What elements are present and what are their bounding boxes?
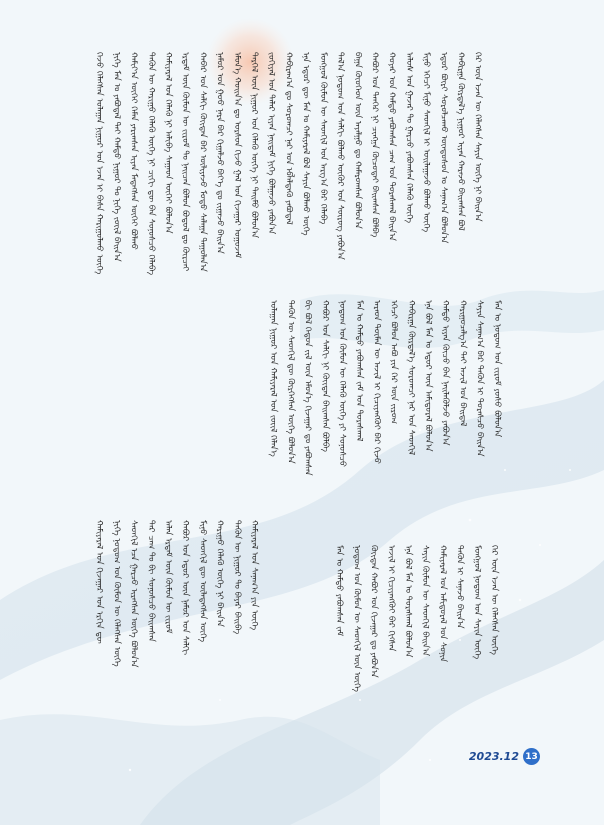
text-line: ᠬᠠᠷᠢᠭᠤᠴᠠᠯᠭ᠎ᠠ ᠲᠠᠢ ᠠᠵᠢᠯ ᠤᠨ ᠪᠠᠢᠳᠠᠯ [457, 300, 468, 427]
text-line: ᠰᠠᠶᠢᠨ ᠰᠠᠨᠠᠭ᠎ᠠ ᠪᠠᠷ ᠲᠡᠭᠦᠨ ᠢ ᠳᠤᠷᠠᠰᠴᠤ ᠪᠠᠢᠨ᠎ᠠ [474, 300, 485, 457]
text-line: ᠬᠠᠪᠤᠷ ᠤᠨ ᠡᠳᠦᠷ ᠦᠨ ᠨᠠᠮᠤᠷ ᠤᠨ ᠰᠠᠯᠬᠢ [180, 520, 191, 656]
text-line: ᠡᠨᠡ ᠪᠣᠯ ᠮᠠᠨ ᠤ ᠳᠤᠷᠠᠰᠬᠠᠯ ᠪᠣᠯᠤᠨ᠎ᠠ [403, 545, 414, 658]
issue-date: 2023.12 [468, 750, 519, 763]
text-line: ᠮᠠᠨ ᠤ ᠬᠠᠮᠲᠤ ᠶᠠᠪᠤᠭᠰᠠᠨ ᠵᠠᠮ [334, 545, 345, 637]
text-line: ᠡᠨᠡ ᠪᠣᠯ ᠮᠠᠨ ᠤ ᠡᠳᠦᠷ ᠦᠨ ᠠᠮᠢᠳᠤᠷᠠᠯ ᠪᠣᠯᠤᠨ᠎ᠠ [423, 300, 434, 452]
text-line: ᠬᠠᠪᠠᠷ ᠤᠨ ᠰᠠᠯᠬᠢ ᠬᠦᠢᠲᠡᠨ ᠪᠡᠷ ᠦᠯᠢᠶᠡᠵᠦ ᠮᠣᠳᠤ ᠰᠠᠯᠠᠭᠠ ᠳᠠᠭᠤᠯᠠᠨ᠎ᠠ [197, 52, 208, 272]
text-line: ᠭᠡᠵᠦ ᠬᠡᠯᠡᠭᠰᠡᠨ ᠤᠯᠠᠭᠠᠨ ᠨᠢᠭᠤᠷ ᠤᠨ ᠡᠵᠡᠨ ᠢ ᠪᠠᠰᠠ ᠬᠠᠷᠢᠭᠤᠯᠬᠤ ᠦᠭᠡ [94, 52, 105, 275]
page-folio [469, 748, 540, 765]
text-line: ᠤᠯᠠᠭᠠᠨ ᠨᠢᠭᠤᠷ ᠤᠨ ᠬᠠᠮᠢᠶᠠᠷᠠᠯ ᠤᠨ ᠵᠦᠢᠯ ᠬᠡᠯᠡᠨ᠎ᠡ [268, 300, 279, 457]
text-line: ᠠᠯᠠᠨ ᠡᠷᠳᠡᠮ ᠦᠨ ᠬᠦᠮᠦᠨ ᠦ ᠵᠢᠷᠤᠮ [163, 520, 174, 634]
text-line: ᠬᠦᠢᠲᠡᠨ ᠬᠠᠪᠤᠷ ᠤᠨ ᠬᠢᠵᠠᠭᠠᠷ ᠳᠤ ᠶᠠᠪᠤᠨ᠎ᠠ [368, 545, 379, 678]
text-line: ᠬᠠᠮᠲᠤ ᠢᠶᠠᠨ ᠬᠦᠴᠦ ᠪᠡᠨ ᠨᠡᠢᠯᠡᠭᠦᠯᠵᠦ ᠶᠠᠪᠤᠨ᠎ᠠ [440, 300, 451, 446]
text-line: ᠬᠠᠪᠢᠷᠠᠭ᠎ᠠ ᠳᠤ ᠰᠤᠷᠤᠭᠴᠢ ᠨᠠᠷ ᠤᠨ ᠡᠪᠯᠡᠯᠳᠡᠬᠦ ᠶᠠᠪᠤᠳᠠᠯ [283, 52, 294, 225]
text-line: ᠰᠡᠳᠬᠢᠯ ᠡᠴᠡ ᠭᠠᠷᠴᠤ ᠢᠷᠡᠭᠰᠡᠨ ᠦᠭᠡ ᠪᠣᠯᠤᠨ᠎ᠠ [128, 520, 139, 668]
text-line: ᠡᠨᠡ ᠡᠳᠦᠷ ᠳᠦ ᠮᠠᠨ ᠤ ᠬᠠᠮᠢᠶᠠᠷᠠᠯ ᠪᠣᠯ ᠰᠠᠶᠢᠨ ᠪᠣᠯᠬᠤ ᠦᠭᠡ [300, 52, 311, 236]
text-column-lower-left [90, 520, 290, 770]
text-line: ᠬᠠᠪᠢᠷᠭᠠ ᠬᠦᠷᠲᠡᠯ᠎ᠡ ᠰᠤᠷᠤᠭᠴᠢ ᠨᠠᠷ ᠤᠨ ᠰᠡᠳᠬᠢᠯ [405, 300, 416, 456]
text-line: ᠰᠠᠶᠢᠨ ᠬᠦᠮᠦᠨ ᠦ ᠰᠡᠳᠬᠢᠯ ᠪᠠᠢᠨ᠎ᠠ [420, 545, 431, 657]
text-line: ᠲᠠᠯ᠎ᠠ ᠨᠤᠲᠤᠭ ᠤᠨ ᠰᠠᠯᠬᠢ ᠪᠣᠯᠬᠤ ᠦᠬᠦᠷ ᠤᠨ ᠰᠦᠷᠦᠭ ᠶᠠᠪᠤᠨ᠎ᠠ [335, 52, 346, 260]
text-line: ᠠᠷᠠᠳ ᠲᠦᠮᠡᠨ ᠦ ᠠᠵᠢᠯ ᠢ ᠬᠢᠴᠢᠶᠡᠩᠭᠦᠢ ᠪᠡᠷ ᠬᠢᠵᠦ [371, 300, 382, 464]
text-line: ᠡᠳᠦᠷ ᠪᠦᠷᠢ ᠰᠤᠷᠤᠯᠴᠠᠬᠤ ᠦᠨᠳᠦᠰᠦᠨ ᠤ ᠰᠠᠨᠠᠭ᠎ᠠ ᠪᠣᠯᠤᠨ᠎ᠠ [438, 52, 449, 244]
text-line: ᠨᠢᠭᠡ ᠮᠠᠨ ᠤ ᠶᠠᠪᠤᠳᠠᠯ ᠲᠠᠢ ᠬᠠᠮᠲᠤ ᠨᠢᠭᠤᠷ ᠲᠤ ᠨᠢᠭᠡ ᠵᠦᠢᠯ ᠪᠠᠢᠨ᠎ᠠ [111, 52, 122, 262]
text-line: ᠬᠠᠮᠢᠶᠠᠷᠠᠯ ᠤᠨ ᠬᠢᠵᠠᠭᠠᠷ ᠤᠨ ᠡᠷᠭᠢᠨ ᠳᠦ [94, 520, 105, 644]
text-line: ᠲᠡᠭᠦᠨ ᠦ ᠰᠡᠳᠬᠢᠯ ᠳᠦ ᠬᠦᠷᠭᠡᠭᠰᠡᠨ ᠦᠭᠡ ᠪᠣᠯᠤᠨ᠎ᠠ [285, 300, 296, 464]
text-line: ᠲᠡᠭᠦᠨ ᠦ ᠨᠢᠭᠤᠷ ᠲᠤ ᠪᠠᠶᠠᠷ ᠪᠠᠢᠪᠠ [231, 520, 242, 635]
text-line: ᠠᠯᠤᠰ ᠤᠨ ᠭᠠᠵᠠᠷ ᠲᠤ ᠭᠠᠷᠴᠤ ᠶᠠᠪᠤᠭᠰᠠᠨ ᠬᠡᠯᠡᠬᠦ ᠦᠭᠡ [403, 52, 414, 224]
text-line: ᠮᠣᠩᠭᠣᠯ ᠨᠤᠲᠤᠭ ᠤᠨ ᠰᠠᠶᠢᠨ ᠦᠭᠡ [471, 545, 482, 660]
text-line: ᠡᠮᠦᠨ᠎ᠡ ᠬᠣᠢᠨ᠎ᠠ ᠳᠤ ᠤᠷᠰᠤᠨ ᠬᠢᠵᠤ ᠭᠠᠯ ᠤᠨ ᠬᠢᠵᠠᠭᠠᠷ ᠤᠭᠤᠵᠠᠮ [231, 52, 242, 259]
text-line: ᠬᠠᠷᠢᠭᠤ ᠬᠡᠯᠡᠬᠦ ᠦᠭᠡ ᠨᠢ ᠪᠠᠢᠨ᠎ᠠ [214, 520, 225, 627]
text-line: ᠨᠠᠮᠤᠷ ᠤᠨ ᠭᠤᠤ ᠨᠠᠷᠠ ᠪᠠᠷ ᠭᠢᠭᠠᠯᠵᠤ ᠪᠡᠶ᠎ᠡ ᠳᠤ ᠵᠢᠭᠠᠵᠤ ᠪᠠᠢᠨ᠎ᠠ [214, 52, 225, 254]
text-line: ᠬᠠᠪᠤᠷ ᠤᠨ ᠲᠡᠨᠭᠡᠷ ᠨᠢ ᠴᠢᠩᠭᠠ ᠬᠦᠴᠦᠲᠡᠢ ᠪᠠᠢᠭᠰᠠᠨ ᠪᠣᠯᠪᠠ [369, 52, 380, 238]
text-line: ᠲᠡᠷᠭᠡᠯ ᠦᠨ ᠨᠢᠭᠤᠷ ᠤᠨ ᠬᠡᠯᠡᠬᠦ ᠦᠭᠡ ᠨᠢ ᠲᠡᠢᠮᠦ ᠪᠣᠯᠤᠨ᠎ᠠ [249, 52, 260, 239]
text-line: ᠠᠵᠢᠯ ᠢ ᠬᠢᠴᠢᠶᠡᠩᠭᠦᠢ ᠪᠡᠷ ᠬᠢᠭᠰᠡᠨ [385, 545, 396, 652]
text-line: ᠨᠢᠭᠡ ᠨᠤᠲᠤᠭ ᠤᠨ ᠬᠦᠮᠦᠨ ᠦ ᠬᠡᠯᠡᠭᠰᠡᠨ ᠦᠭᠡ [111, 520, 122, 667]
text-line: ᠡᠷᠳᠡᠮ ᠦᠨ ᠬᠦᠮᠦᠨ ᠦ ᠵᠢᠷᠤᠮ ᠲᠤ ᠨᠡᠢᠴᠡᠨ ᠪᠣᠯᠤᠨ ᠪᠣᠳᠤᠯ ᠳᠤ ᠬᠦᠷᠴᠡᠢ [180, 52, 191, 272]
text-line: ᠬᠠᠮᠢᠶᠠᠷᠠᠯ ᠤᠨ ᠰᠠᠨᠠᠭ᠎ᠠ ᠶᠢᠨ ᠦᠭᠡ [249, 520, 260, 631]
text-line: ᠬᠣᠶᠠᠷ ᠤᠨ ᠬᠠᠮᠲᠤ ᠶᠠᠪᠤᠭᠰᠠᠨ ᠴᠠᠭ ᠤᠨ ᠳᠤᠷᠠᠰᠬᠠᠯ ᠪᠠᠢᠨ᠎ᠠ [386, 52, 397, 241]
text-line: ᠲᠡᠭᠦᠨ ᠢ ᠰᠠᠨᠠᠵᠤ ᠪᠠᠢᠨ᠎ᠠ [454, 545, 465, 629]
text-line: ᠭᠡᠷ ᠦᠨ ᠡᠵᠡᠨ ᠦ ᠬᠡᠯᠡᠭᠰᠡᠨ ᠰᠠᠶᠢᠨ ᠦᠭᠡ ᠨᠢ ᠪᠠᠢᠨ᠎ᠠ [472, 52, 483, 222]
text-line: ᠬᠠᠪᠢᠷᠭᠠ ᠬᠦᠷᠲᠡᠯ᠎ᠡ ᠨᠢᠭᠤᠷ ᠢᠶᠠᠨ ᠬᠠᠷᠠᠵᠤ ᠪᠠᠢᠭᠰᠠᠨ ᠪᠣᠯ [455, 52, 466, 231]
text-line: ᠭᠡᠷ ᠦᠨ ᠡᠵᠡᠨ ᠦ ᠬᠡᠯᠡᠭᠰᠡᠨ ᠦᠭᠡ [489, 545, 500, 655]
text-line: ᠨᠤᠲᠤᠭ ᠤᠨ ᠬᠦᠮᠦᠨ ᠦ ᠬᠡᠯᠡᠬᠦ ᠦᠭᠡ ᠶᠢ ᠰᠣᠨᠣᠰᠴᠤ [337, 300, 348, 467]
text-line: ᠪᠢ ᠪᠣᠯ ᠬᠡᠳᠦᠨ ᠵᠢᠯ ᠦᠨ ᠡᠮᠦᠨ᠎ᠡ ᠬᠢᠵᠠᠭᠠᠷ ᠳᠤ ᠶᠠᠪᠤᠭᠰᠠᠨ [302, 300, 313, 476]
text-line: ᠬᠠᠮᠢᠶᠠᠷᠠᠯ ᠤᠨ ᠬᠡᠯᠡᠬᠦ ᠨᠢ ᠠᠯᠢᠪᠠ ᠰᠠᠭᠠᠳ ᠦᠭᠡᠢ ᠪᠣᠯᠤᠨ᠎ᠠ [163, 52, 174, 234]
text-line: ᠬᠠᠮᠢᠶ᠎ᠠ ᠦᠭᠡᠢ ᠬᠡᠮᠡᠨ ᠶᠠᠷᠢᠭᠰᠠᠨ ᠢᠶᠠᠨ ᠮᠡᠳᠡᠭᠰᠡᠨ ᠦᠭᠡᠢ ᠪᠣᠯᠬᠤ [128, 52, 139, 250]
text-line: ᠲᠡᠭᠦᠨ ᠦ ᠬᠠᠷᠢᠭᠤ ᠬᠡᠯᠡᠬᠦ ᠦᠭᠡ ᠨᠢ ᠴᠢᠬᠢ ᠳᠦ ᠪᠠᠨ ᠰᠣᠨᠣᠰᠴᠤ ᠬᠡᠯᠡᠪᠡ [145, 52, 156, 276]
text-line: ᠬᠠᠮᠢᠶᠠᠷᠠᠯ ᠤᠨ ᠠᠮᠢᠳᠤᠷᠠᠯ ᠤᠨ ᠰᠣᠨᠢᠨ [437, 545, 448, 663]
text-line: ᠡᠭᠡᠴᠢ ᠪᠣᠯᠤᠨ ᠠᠪᠤ ᠶᠢᠨ ᠭᠡᠷ ᠦᠨ ᠵᠢᠷᠤᠭ [388, 300, 399, 425]
text-line: ᠮᠢᠨᠤ ᠡᠭᠡᠴᠢ ᠮᠢᠨᠤ ᠰᠡᠳᠬᠢᠯ ᠢ ᠣᠢᠯᠠᠭᠠᠵᠤ ᠪᠣᠯᠬᠤ ᠦᠭᠡ [421, 52, 432, 233]
text-line: ᠬᠠᠪᠤᠷ ᠤᠨ ᠰᠠᠯᠬᠢ ᠨᠢ ᠬᠦᠢᠲᠡᠨ ᠪᠠᠢᠭᠰᠠᠨ ᠪᠣᠯᠪᠠ [319, 300, 330, 453]
text-line: ᠲᠡᠷ ᠴᠠᠭ ᠲᠤ ᠪᠢ ᠰᠣᠨᠣᠰᠴᠤ ᠪᠠᠢᠭᠰᠠᠨ [145, 520, 156, 642]
text-line: ᠨᠤᠲᠤᠭ ᠤᠨ ᠬᠦᠮᠦᠨ ᠦ ᠰᠡᠳᠬᠢᠯ ᠦᠨ ᠦᠭᠡ [351, 545, 362, 692]
text-line: ᠮᠠᠨ ᠤ ᠬᠠᠮᠲᠤ ᠶᠠᠪᠤᠭᠰᠠᠨ ᠵᠠᠮ ᠤᠨ ᠳᠤᠷᠠᠰᠬᠠᠯ [354, 300, 365, 442]
text-line: ᠮᠠᠨ ᠤ ᠨᠤᠲᠤᠭ ᠤᠨ ᠵᠢᠷᠤᠮ ᠶᠣᠰᠤ ᠪᠣᠯᠤᠨ᠎ᠠ [491, 300, 502, 438]
text-line: ᠮᠣᠩᠭᠣᠯ ᠬᠦᠮᠦᠨ ᠦ ᠰᠡᠳᠬᠢᠯ ᠤᠨ ᠠᠷᠭ᠎ᠠ ᠪᠡᠷ ᠬᠡᠯᠡᠪᠡ [317, 52, 328, 225]
text-line: ᠮᠢᠨᠤ ᠰᠡᠳᠬᠢᠯ ᠳᠦ ᠦᠯᠡᠳᠡᠭᠰᠡᠨ ᠦᠭᠡ [197, 520, 208, 643]
page-number-badge: 13 [523, 748, 540, 765]
text-line: ᠵᠣᠬᠢᠶᠠᠯ ᠤᠨ ᠲᠠᠯᠠᠷ ᠢᠶᠠᠨ ᠨᠡᠢᠳᠡᠮ ᠨᠢᠭᠡ ᠪᠣᠯᠭᠠᠵᠤ ᠶᠠᠪᠤᠨ᠎ᠠ [266, 52, 277, 235]
text-line: ᠪᠠᠭᠠ ᠬᠦᠦᠬᠡᠳ ᠦᠨ ᠠᠶᠠᠯᠭᠤ ᠳᠤ ᠬᠠᠮᠠᠷᠤᠭᠰᠠᠨ ᠪᠣᠯᠤᠨ᠎ᠠ [352, 52, 363, 229]
